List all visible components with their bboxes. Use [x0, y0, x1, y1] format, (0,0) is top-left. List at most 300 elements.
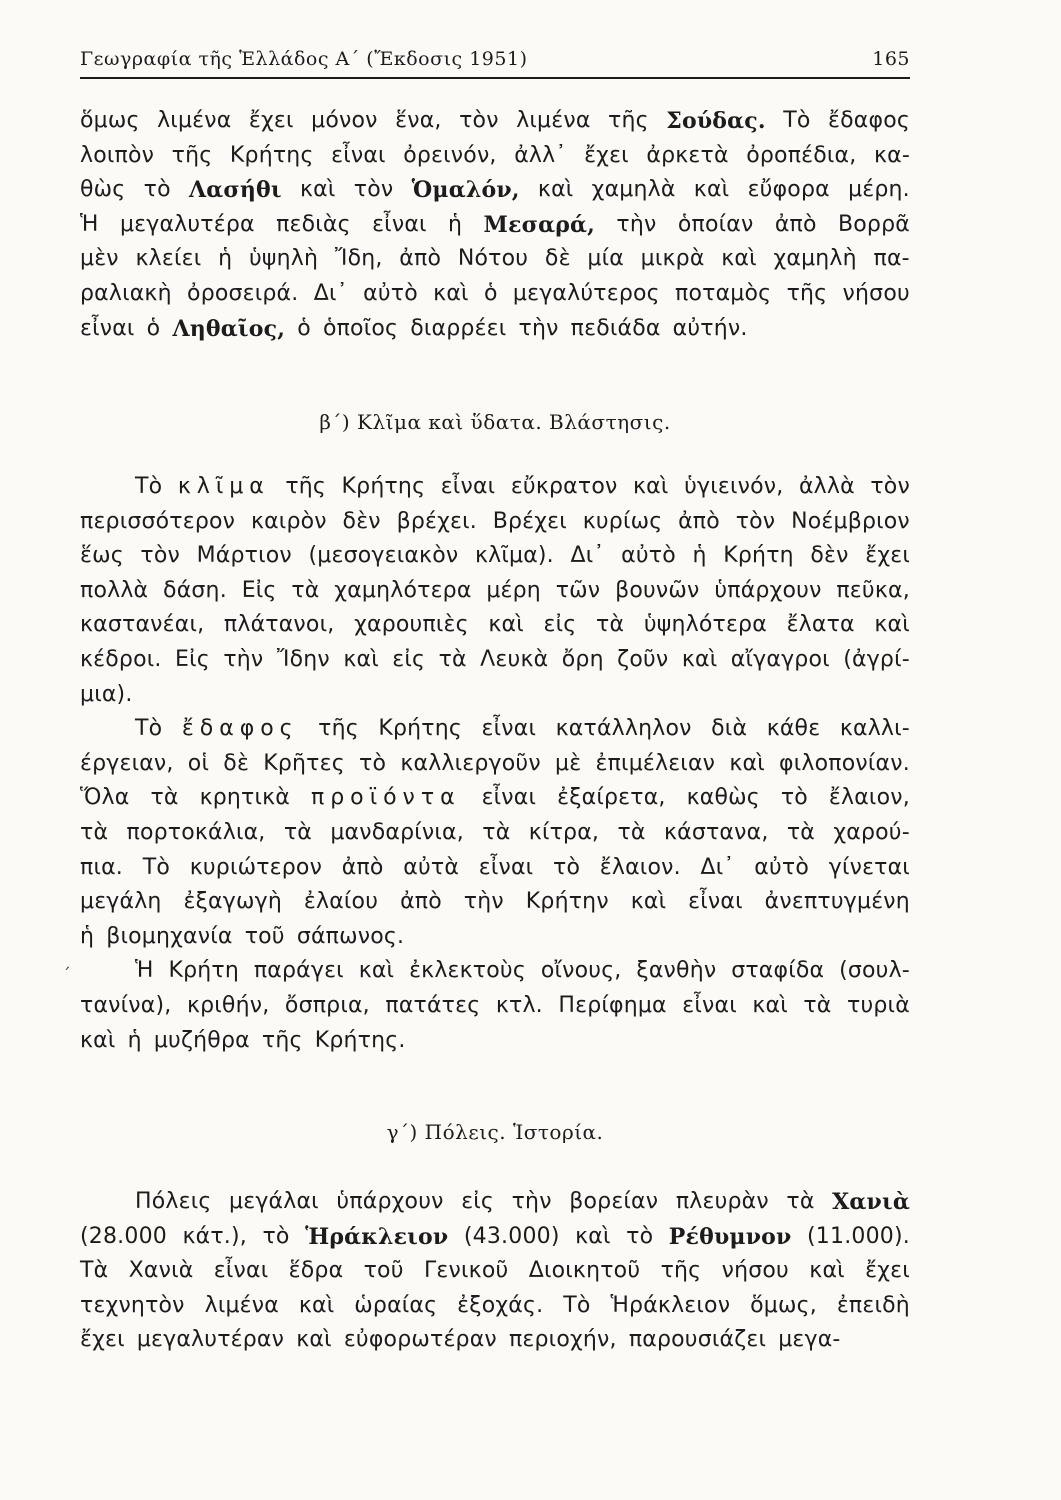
- word: ἀπὸ: [774, 211, 817, 237]
- word: ποταμὸς: [675, 280, 772, 306]
- word: ὑψηλότερα: [643, 612, 767, 638]
- word: ἔδαφος: [181, 716, 299, 742]
- text-line: [80, 851, 910, 886]
- text-line: [80, 885, 910, 920]
- word: Διοικητοῦ: [528, 1258, 641, 1284]
- word: κατάλληλον: [555, 716, 692, 742]
- word: τῆς: [660, 1258, 702, 1284]
- word: κάτ.),: [182, 1223, 247, 1249]
- word: τὸ: [262, 1223, 290, 1249]
- text-line: [80, 312, 910, 347]
- text-line: [80, 1220, 910, 1255]
- word: ἐξαγωγὴ: [183, 889, 282, 915]
- word: Κρήτης: [229, 142, 314, 168]
- word: μία: [587, 246, 624, 272]
- word: τὸν: [140, 543, 181, 569]
- word: τὸ: [553, 854, 581, 880]
- text-line: [80, 747, 910, 782]
- word: νήσου: [842, 280, 910, 306]
- word: τὸν: [870, 474, 910, 499]
- word: κτλ.: [495, 992, 543, 1018]
- word: καστανέαι,: [80, 612, 205, 638]
- word: δὲ: [544, 246, 571, 272]
- word: παράγει: [253, 958, 344, 984]
- word: τὰ: [786, 1189, 815, 1214]
- word: εἶναι: [80, 315, 135, 341]
- word: τὸ: [143, 177, 171, 203]
- word: κέδροι.: [80, 646, 162, 672]
- word: εἶναι: [372, 211, 427, 237]
- word: ἔλαιον.: [599, 854, 681, 880]
- word: ἕως: [80, 543, 124, 569]
- word: (11.000).: [807, 1223, 910, 1249]
- text-line: [80, 1185, 910, 1220]
- word: κάστανα,: [663, 819, 769, 845]
- word: πεδιάδα: [570, 315, 661, 341]
- word: ἔχει: [80, 1327, 125, 1353]
- word: Βορρᾶ: [837, 211, 910, 237]
- text-line: [80, 1323, 910, 1358]
- text-line: [80, 816, 910, 851]
- word: ὁ: [146, 315, 161, 341]
- word: χαρουπιὲς: [354, 612, 469, 638]
- word: Εἰς: [175, 646, 210, 672]
- word: πλάτανοι,: [223, 612, 335, 638]
- word: χαμηλὰ: [591, 177, 676, 203]
- word: Ἡ: [80, 211, 99, 237]
- word: πολλὰ: [80, 577, 149, 603]
- word: κλῖμα: [177, 474, 270, 499]
- word: καλλιεργοῦν: [400, 750, 541, 776]
- text-line: [80, 505, 910, 540]
- word: ὡραίας: [354, 1292, 438, 1318]
- word: εἶναι: [481, 785, 537, 811]
- word: Κρήτης.: [314, 1027, 406, 1053]
- word: κλείει: [135, 246, 202, 272]
- word: λιμένα: [157, 108, 232, 133]
- word: πατάτες: [385, 992, 481, 1018]
- word: ὁ: [297, 315, 311, 341]
- word: κρητικὰ: [199, 785, 290, 811]
- word: νήσου: [721, 1258, 789, 1284]
- word: κλῖμα).: [474, 543, 554, 569]
- word: Τὸ: [135, 716, 163, 742]
- word: ἐξοχάς.: [457, 1292, 544, 1318]
- word: λιμένα: [204, 1292, 279, 1318]
- word: τὸ: [626, 1223, 654, 1249]
- word: ἔχει: [865, 1258, 910, 1284]
- text-line: [80, 608, 910, 643]
- text-line: [80, 574, 910, 609]
- word: τὴν: [518, 315, 559, 341]
- word: Ληθαῖος,: [172, 315, 286, 342]
- word: Ἡ: [135, 958, 154, 984]
- word: λοιπὸν: [80, 142, 155, 168]
- text-line: [80, 173, 910, 208]
- word: εἶναι: [481, 716, 537, 742]
- word: αὐτήν.: [672, 315, 748, 341]
- word: τὸ: [780, 785, 808, 811]
- word: περιοχήν,: [508, 1327, 617, 1353]
- section-climate-text: [80, 470, 910, 1058]
- word: ἕδρα: [288, 1258, 344, 1284]
- text-line: [80, 1024, 910, 1059]
- word: εἰς: [461, 1189, 495, 1214]
- word: Κρήτην: [525, 889, 609, 915]
- word: δὲ: [223, 750, 250, 776]
- word: Δι᾽: [313, 280, 348, 306]
- word: Ἴδην: [276, 646, 330, 672]
- word: μεγα-: [778, 1327, 841, 1353]
- word: ἡ: [448, 211, 463, 237]
- word: δὲν: [342, 508, 381, 534]
- word: ἔδαφος: [828, 108, 910, 133]
- word: καὶ: [575, 1223, 611, 1249]
- word: ἐλαίου: [303, 889, 379, 915]
- word: τανίνα),: [80, 992, 172, 1018]
- word: τὴν: [463, 889, 504, 915]
- word: μικρὰ: [640, 246, 705, 272]
- word: ἀλλὰ: [798, 474, 855, 499]
- word: ἐπειδὴ: [836, 1292, 910, 1318]
- word: καὶ: [693, 177, 730, 203]
- word: καὶ: [296, 1327, 332, 1353]
- word: Σούδας.: [666, 108, 766, 134]
- word: ἕνα,: [395, 108, 442, 133]
- word: τὸν: [735, 508, 776, 534]
- word: Τὸ: [135, 474, 163, 499]
- word: ἔλατα: [786, 612, 855, 638]
- word: χαρού-: [833, 819, 910, 845]
- word: Κρῆτες: [263, 750, 345, 776]
- word: Δι᾽: [700, 854, 735, 880]
- word: καὶ: [80, 1027, 116, 1053]
- word: τὰ: [482, 819, 511, 845]
- section-relief-text: [80, 104, 910, 346]
- word: προϊόντα: [310, 785, 461, 811]
- word: αὐτὰ: [403, 854, 460, 880]
- word: τὰ: [283, 819, 313, 845]
- word: τὸν: [459, 108, 499, 133]
- word: ὀροσειρά.: [187, 280, 299, 306]
- word: τῆς: [608, 108, 649, 133]
- word: φιλοπονίαν.: [779, 750, 910, 776]
- word: Ὁμαλόν,: [411, 177, 520, 204]
- word: ἀπὸ: [341, 854, 384, 880]
- word: εἶναι: [682, 992, 737, 1018]
- word: ξανθὴν: [636, 958, 717, 984]
- word: σάπωνος.: [296, 923, 405, 949]
- word: Περίφημα: [558, 992, 667, 1018]
- word: τὰ: [80, 819, 109, 845]
- word: Νότου: [457, 246, 529, 272]
- word: Ἡράκλειον: [610, 1292, 731, 1318]
- word: κάθε: [766, 716, 821, 742]
- word: εἶναι: [478, 854, 534, 880]
- word: καὶ: [343, 646, 379, 672]
- word: εἰς: [392, 646, 426, 672]
- word: ἡ: [218, 246, 233, 272]
- word: ὑπάρχουν: [336, 1189, 444, 1214]
- word: τὰ: [150, 785, 179, 811]
- word: Δι᾽: [570, 543, 605, 569]
- word: κίτρα,: [528, 819, 600, 845]
- word: καὶ: [721, 246, 757, 272]
- word: ὑψηλὴ: [248, 246, 319, 272]
- word: Βρέχει: [492, 508, 567, 534]
- word: (43.000): [463, 1223, 560, 1249]
- word: Τὰ: [80, 1258, 109, 1284]
- word: (σουλ-: [839, 958, 910, 984]
- word: πεδιὰς: [276, 211, 351, 237]
- word: περισσότερον: [80, 508, 236, 534]
- word: Τὸ: [783, 108, 811, 133]
- word: μανδαρίνια,: [330, 819, 464, 845]
- word: καλλι-: [839, 716, 910, 742]
- text-line: [80, 539, 910, 574]
- word: Τὸ: [142, 854, 170, 880]
- word: τῆς: [285, 474, 327, 499]
- word: ζοῦν: [617, 646, 669, 672]
- word: ὑγιεινόν,: [684, 474, 784, 499]
- word: ἐξαίρετα,: [557, 785, 666, 811]
- word: δάση.: [163, 577, 227, 603]
- word: τὰ: [596, 612, 625, 638]
- word: ἀλλ᾽: [514, 142, 567, 168]
- word: οἴνους,: [540, 958, 622, 984]
- word: τὰ: [617, 819, 646, 845]
- word: τῆς: [261, 1027, 303, 1053]
- word: αὐτὸ: [621, 543, 676, 569]
- word: Κρήτης: [378, 716, 462, 742]
- word: Γενικοῦ: [423, 1258, 509, 1284]
- word: ὅμως: [80, 108, 140, 133]
- word: εἶναι: [213, 1258, 269, 1284]
- word: Ρέθυμνον: [668, 1223, 792, 1250]
- word: έργειαν,: [80, 750, 174, 776]
- word: Ἡράκλειον: [305, 1223, 449, 1250]
- text-line: [80, 1289, 910, 1324]
- word: Λευκὰ: [480, 646, 549, 672]
- word: καὶ: [752, 992, 788, 1018]
- word: μὲν: [80, 246, 119, 272]
- word: ἐπιμέλειαν: [595, 750, 716, 776]
- word: πλευρὰν: [675, 1189, 769, 1214]
- word: τὴν: [616, 211, 657, 237]
- word: καὶ: [633, 474, 669, 499]
- word: καὶ: [298, 1292, 335, 1318]
- word: καὶ: [433, 280, 469, 306]
- word: καθὼς: [686, 785, 760, 811]
- word: αἴγαγροι: [730, 646, 830, 672]
- word: ραλιακὴ: [80, 280, 172, 306]
- word: πορτοκάλια,: [126, 819, 266, 845]
- section-cities-text: [80, 1185, 910, 1358]
- word: τοῦ: [244, 923, 285, 949]
- word: πια.: [80, 854, 123, 880]
- word: μεγαλυτέραν: [136, 1327, 285, 1353]
- word: μυζήθρα: [153, 1027, 250, 1053]
- word: ὄρη: [561, 646, 604, 672]
- word: ἀρκετὰ: [646, 142, 729, 168]
- text-line: [80, 678, 910, 713]
- word: ὑπάρχουν: [714, 577, 822, 603]
- word: κυριώτερον: [189, 854, 323, 880]
- word: βρέχει.: [396, 508, 477, 534]
- text-line: [80, 643, 910, 678]
- heading-climate: β΄) Κλῖμα καὶ ὕδατα. Βλάστησις.: [319, 410, 671, 434]
- word: καὶ: [488, 612, 524, 638]
- word: τυριὰ: [847, 992, 910, 1018]
- word: Κρήτη: [168, 958, 239, 984]
- word: ἀπὸ: [678, 508, 720, 534]
- word: κριθήν,: [186, 992, 270, 1018]
- word: Μεσαρά,: [483, 211, 596, 238]
- word: βιομηχανία: [106, 923, 233, 949]
- word: καιρὸν: [250, 508, 327, 534]
- word: βουνῶν: [615, 577, 700, 603]
- word: τὰ: [786, 819, 816, 845]
- word: τῶν: [555, 577, 601, 603]
- word: Εἰς: [241, 577, 277, 603]
- word: χαμηλότερα: [334, 577, 472, 603]
- word: οἱ: [187, 750, 210, 776]
- text-line: [80, 954, 910, 989]
- word: εὔφορα: [747, 177, 830, 203]
- word: ὀρεινόν,: [403, 142, 497, 168]
- word: ὁποίαν: [677, 211, 754, 237]
- word: διαρρέει: [410, 315, 507, 341]
- text-line: [80, 277, 910, 312]
- word: ἀνεπτυγμένη: [764, 889, 910, 915]
- word: τὰ: [291, 577, 320, 603]
- word: τὴν: [511, 1189, 552, 1214]
- word: Χανιὰ: [832, 1189, 910, 1215]
- word: ἔχει: [248, 108, 294, 133]
- word: μόνον: [311, 108, 378, 133]
- word: καὶ: [630, 889, 667, 915]
- word: διὰ: [711, 716, 748, 742]
- word: Κρήτης: [341, 474, 426, 499]
- word: μέρη: [486, 577, 541, 603]
- word: Λασήθι: [189, 177, 282, 204]
- text-line: [80, 1254, 910, 1289]
- word: μια).: [80, 681, 133, 707]
- word: τῆς: [786, 280, 828, 306]
- word: μεγάλαι: [229, 1189, 319, 1214]
- word: σταφίδα: [731, 958, 825, 984]
- word: γίνεται: [828, 854, 910, 880]
- word: τὸν: [353, 177, 394, 203]
- word: καὶ: [874, 612, 910, 638]
- word: τὰ: [438, 646, 467, 672]
- text-line: [80, 781, 910, 816]
- word: Ὅλα: [80, 785, 130, 811]
- word: μεγαλυτέρα: [119, 211, 255, 237]
- word: πεῦκα,: [836, 577, 910, 603]
- word: ἔλαιον,: [828, 785, 910, 811]
- heading-cities: γ΄) Πόλεις. Ἱστορία.: [386, 1120, 604, 1144]
- word: Τὸ: [563, 1292, 591, 1318]
- word: ἡ: [80, 923, 95, 949]
- word: καὶ: [358, 958, 395, 984]
- word: τοῦ: [363, 1258, 404, 1284]
- word: ἐκλεκτοὺς: [409, 958, 526, 984]
- word: εἶναι: [440, 474, 496, 499]
- word: μὲ: [555, 750, 582, 776]
- word: ἡ: [692, 543, 707, 569]
- text-line: [80, 208, 910, 243]
- word: τεχνητὸν: [80, 1292, 185, 1318]
- word: βορείαν: [569, 1189, 659, 1214]
- word: Μάρτιον: [196, 543, 292, 569]
- word: κα-: [873, 142, 910, 168]
- word: ἀπὸ: [399, 246, 442, 272]
- word: Κρήτη: [723, 543, 794, 569]
- word: ὄσπρια,: [284, 992, 370, 1018]
- word: ἡ: [127, 1027, 142, 1053]
- text-line: [80, 104, 910, 139]
- word: Ἴδη,: [334, 246, 383, 272]
- word: λιμένα: [516, 108, 591, 133]
- header-rule: [80, 77, 910, 79]
- word: καὶ: [681, 646, 718, 672]
- word: ὁ: [483, 280, 498, 306]
- text-line: [80, 139, 910, 174]
- word: τὴν: [223, 646, 264, 672]
- word: Πόλεις: [135, 1189, 212, 1214]
- running-head: [80, 48, 910, 70]
- word: ἀπὸ: [400, 889, 442, 915]
- word: χαμηλὴ: [773, 246, 857, 272]
- word: εὐφορωτέραν: [343, 1327, 497, 1353]
- word: αὐτὸ: [754, 854, 810, 880]
- word: μεγαλύτερος: [512, 280, 660, 306]
- page-number: 165: [872, 48, 910, 70]
- text-line: [80, 920, 910, 955]
- word: Χανιὰ: [128, 1258, 194, 1284]
- word: τῆς: [318, 716, 359, 742]
- word: εἰς: [543, 612, 577, 638]
- word: καὶ: [300, 177, 336, 203]
- word: μεγάλη: [80, 889, 162, 915]
- word: ὅμως,: [750, 1292, 817, 1318]
- word: παρουσιάζει: [628, 1327, 767, 1353]
- word: μέρη.: [848, 177, 910, 203]
- text-line: [80, 989, 910, 1024]
- word: καὶ: [729, 750, 765, 776]
- word: (28.000: [80, 1223, 167, 1249]
- word: (ἀγρί-: [843, 646, 910, 672]
- word: ὁποῖος: [322, 315, 399, 341]
- text-line: [80, 242, 910, 277]
- word: (μεσογειακὸν: [308, 543, 459, 569]
- word: εἶναι: [688, 889, 743, 915]
- word: εἶναι: [331, 142, 386, 168]
- margin-mark: ˊ: [62, 965, 71, 986]
- text-line: [80, 470, 910, 505]
- word: τὰ: [803, 992, 832, 1018]
- word: δὲν: [810, 543, 849, 569]
- text-line: [80, 712, 910, 747]
- running-head-title: Γεωγραφία τῆς Ἑλλάδος Α΄ (Ἔκδοσις 1951): [80, 48, 528, 70]
- word: τὸ: [359, 750, 387, 776]
- word: ἔχει: [584, 142, 629, 168]
- word: καὶ: [537, 177, 574, 203]
- word: τῆς: [171, 142, 213, 168]
- word: πα-: [873, 246, 910, 272]
- word: Νοέμβριον: [791, 508, 910, 534]
